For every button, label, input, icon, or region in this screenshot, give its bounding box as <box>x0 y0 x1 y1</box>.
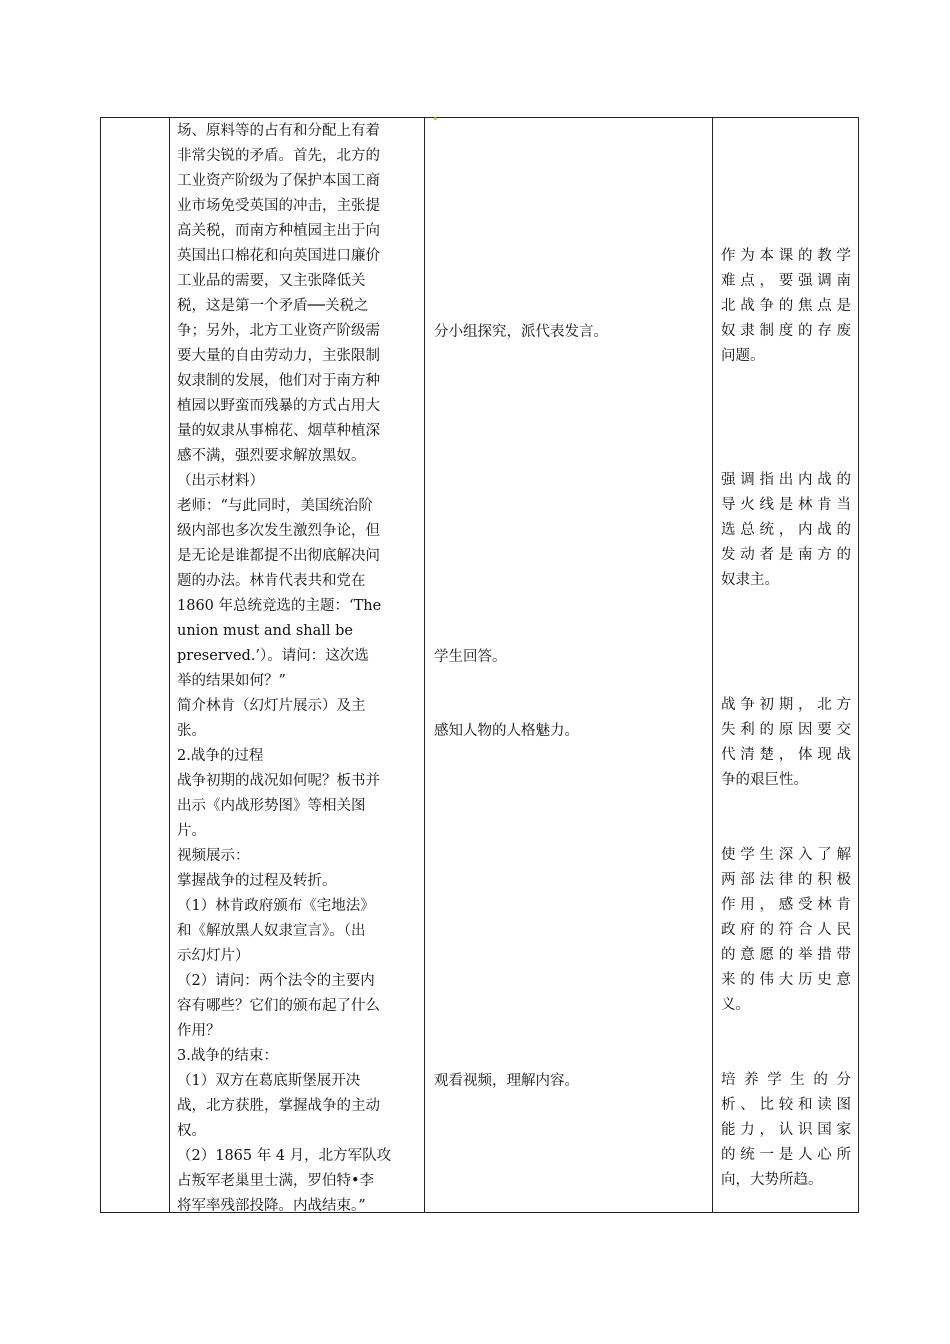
teacher-activity-line: （出示材料） <box>177 473 264 489</box>
teacher-activity-column <box>177 119 421 1219</box>
teacher-activity-line: 是无论是谁都提不出彻底解决问 <box>177 548 380 564</box>
teacher-activity-line: （1）林肯政府颁布《宅地法》 <box>177 898 375 914</box>
design-intent-line: 争的艰巨性。 <box>721 772 808 788</box>
teacher-activity-line: 举的结果如何？” <box>177 673 286 689</box>
teacher-activity-line: 级内部也多次发生激烈争论，但 <box>177 523 380 539</box>
student-activity-item: 分小组探究，派代表发言。 <box>434 324 608 340</box>
teacher-activity-line: 权。 <box>177 1123 206 1139</box>
teacher-activity-line: 税，这是第一个矛盾──关税之 <box>177 298 369 314</box>
design-intent-line: 向，大势所趋。 <box>721 1172 823 1188</box>
teacher-activity-line: 视频展示： <box>177 848 250 864</box>
teacher-activity-line: 英国出口棉花和向英国进口廉价 <box>177 248 380 264</box>
teacher-activity-line: 示幻灯片） <box>177 948 250 964</box>
teacher-activity-line: 植园以野蛮而残暴的方式占用大 <box>177 398 380 414</box>
teacher-activity-line: 高关税，而南方种植园主出于向 <box>177 223 380 239</box>
teacher-activity-line: 作用？ <box>177 1023 221 1039</box>
design-intent-line: 失利的原因要交 <box>721 722 851 738</box>
design-intent-line: 代清楚，体现战 <box>721 747 851 763</box>
teacher-activity-line: 1860 年总统竞选的主题：‘The <box>177 598 382 614</box>
teacher-activity-line: 占叛军老巢里士满，罗伯特•李 <box>177 1173 375 1189</box>
design-intent-block <box>721 468 851 593</box>
design-intent-line: 的意愿的举措带 <box>721 947 851 963</box>
design-intent-block <box>721 843 851 1018</box>
design-intent-line: 作用，感受林肯 <box>721 897 851 913</box>
design-intent-line: 能力，认识国家 <box>721 1122 851 1138</box>
design-intent-line: 问题。 <box>721 348 765 364</box>
design-intent-line: 奴隶主。 <box>721 572 779 588</box>
student-activity-item: 学生回答。 <box>434 649 507 665</box>
teacher-activity-line: 容有哪些？它们的颁布起了什么 <box>177 998 380 1014</box>
design-intent-line: 作为本课的教学 <box>721 248 851 264</box>
design-intent-line: 政府的符合人民 <box>721 922 851 938</box>
column-divider <box>424 118 425 1212</box>
design-intent-line: 析、比较和读图 <box>721 1097 851 1113</box>
teacher-activity-line: 战争初期的战况如何呢？板书并 <box>177 773 380 789</box>
teacher-activity-line: 工业资产阶级为了保护本国工商 <box>177 173 380 189</box>
column-divider <box>712 118 713 1212</box>
teacher-activity-line: 感不满，强烈要求解放黑奴。 <box>177 448 366 464</box>
student-activity-item: 感知人物的人格魅力。 <box>434 723 579 739</box>
design-intent-line: 强调指出内战的 <box>721 472 851 488</box>
design-intent-line: 难点，要强调南 <box>721 273 851 289</box>
teacher-activity-line: 要大量的自由劳动力，主张限制 <box>177 348 380 364</box>
teacher-activity-line: 奴隶制的发展，他们对于南方种 <box>177 373 380 389</box>
teacher-activity-line: 和《解放黑人奴隶宣言》。（出 <box>177 923 366 939</box>
design-intent-line: 北战争的焦点是 <box>721 298 851 314</box>
design-intent-block <box>721 693 851 793</box>
teacher-activity-line: 片。 <box>177 823 206 839</box>
teacher-activity-line: 掌握战争的过程及转折。 <box>177 873 337 889</box>
design-intent-line: 两部法律的积极 <box>721 872 851 888</box>
student-activity-item: 观看视频，理解内容。 <box>434 1073 579 1089</box>
design-intent-block <box>721 244 851 369</box>
teacher-activity-line: 出示《内战形势图》等相关图 <box>177 798 366 814</box>
teacher-activity-line: （2）1865 年 4 月，北方军队攻 <box>177 1148 392 1164</box>
teacher-activity-line: 2.战争的过程 <box>177 748 264 764</box>
teacher-activity-line: 战，北方获胜，掌握战争的主动 <box>177 1098 380 1114</box>
design-intent-block <box>721 1068 851 1193</box>
teacher-activity-line: 量的奴隶从事棉花、烟草种植深 <box>177 423 380 439</box>
teacher-activity-line: 题的办法。林肯代表共和党在 <box>177 573 366 589</box>
column-divider <box>169 118 170 1212</box>
design-intent-line: 来的伟大历史意 <box>721 972 851 988</box>
teacher-activity-line: （1）双方在葛底斯堡展开决 <box>177 1073 361 1089</box>
teacher-activity-line: union must and shall be <box>177 623 354 639</box>
scan-mark <box>434 117 437 120</box>
teacher-activity-line: 简介林肯（幻灯片展示）及主 <box>177 698 366 714</box>
teacher-activity-line: （2）请问：两个法令的主要内 <box>177 973 375 989</box>
teacher-activity-line: 工业品的需要，又主张降低关 <box>177 273 366 289</box>
design-intent-line: 使学生深入了解 <box>721 847 851 863</box>
lesson-plan-table <box>100 117 859 1213</box>
design-intent-line: 导火线是林肯当 <box>721 497 851 513</box>
design-intent-line: 选总统，内战的 <box>721 522 851 538</box>
teacher-activity-line: preserved.’）。请问：这次选 <box>177 648 369 664</box>
teacher-activity-line: 争；另外，北方工业资产阶级需 <box>177 323 380 339</box>
design-intent-line: 义。 <box>721 997 750 1013</box>
design-intent-line: 培养学生的分 <box>721 1072 851 1088</box>
teacher-activity-line: 业市场免受英国的冲击，主张提 <box>177 198 380 214</box>
design-intent-line: 的统一是人心所 <box>721 1147 851 1163</box>
design-intent-line: 奴隶制度的存废 <box>721 323 851 339</box>
teacher-activity-line: 场、原料等的占有和分配上有着 <box>177 123 380 139</box>
teacher-activity-line: 3.战争的结束： <box>177 1048 278 1064</box>
design-intent-line: 发动者是南方的 <box>721 547 851 563</box>
teacher-activity-line: 张。 <box>177 723 206 739</box>
teacher-activity-line: 将军率残部投降。内战结束。” <box>177 1198 366 1214</box>
teacher-activity-line: 老师：“与此同时，美国统治阶 <box>177 498 373 514</box>
teacher-activity-line: 非常尖锐的矛盾。首先，北方的 <box>177 148 380 164</box>
design-intent-line: 战争初期，北方 <box>721 697 851 713</box>
